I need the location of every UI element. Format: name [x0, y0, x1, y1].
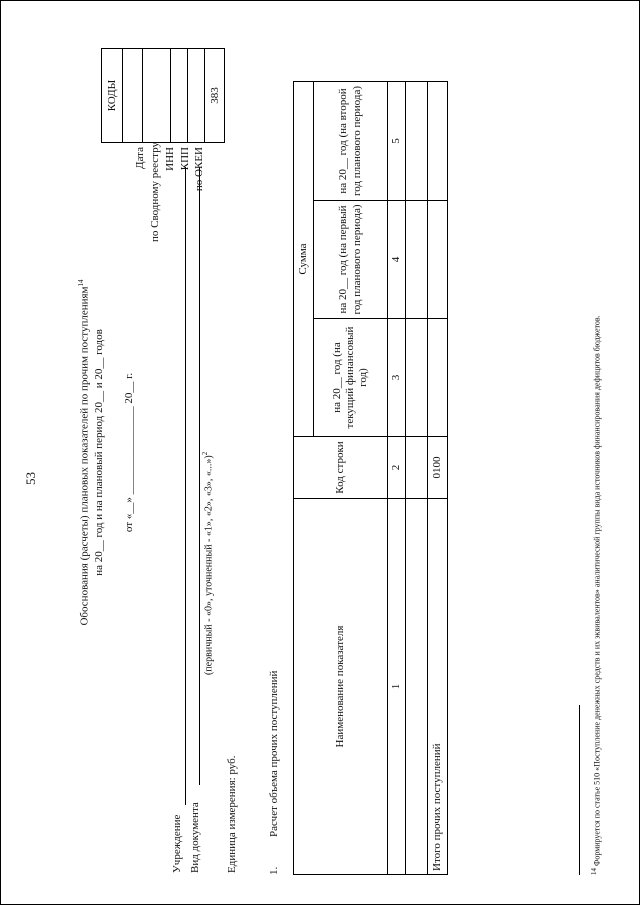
code-label-registry: по Сводному реестру [148, 142, 161, 242]
header-first-plan-year: на 20__ год (на первый год планового периода) [314, 201, 388, 319]
column-number: 1 [388, 499, 406, 875]
table-row [406, 82, 428, 875]
header-current-year: на 20__ год (на текущий финансовый год) [314, 319, 388, 437]
row-value-first [428, 201, 448, 319]
document-type-hint-mark: 2 [201, 451, 209, 456]
codes-labels [133, 142, 207, 242]
section-number: 1. [268, 866, 280, 875]
document-title-text: Обоснования (расчеты) плановых показателей по прочим поступлениям [78, 286, 91, 626]
other-receipts-table [293, 81, 448, 875]
row-value-current [428, 319, 448, 437]
document-type-hint [201, 452, 214, 675]
row-indicator-name: Итого прочих поступлений [428, 499, 448, 875]
code-label-okei: по ОКЕИ [193, 147, 206, 192]
code-label-date: Дата [134, 147, 146, 169]
header-row-code: Код строки [294, 437, 388, 499]
document-type-fill-line [199, 167, 200, 785]
header-sum: Сумма [294, 82, 314, 437]
column-number: 5 [388, 82, 406, 201]
footnote-mark: 14 [590, 868, 598, 875]
footnote-text: Формируется по статье 510 «Поступление денежных средств и их эквивалентов» аналитической группы вида источников финансирования дефицитов бюджетов. [592, 315, 602, 866]
section-heading [268, 671, 280, 875]
row-value-second [428, 82, 448, 201]
document-date-line: от «__» ________________ 20__ г. [123, 372, 135, 533]
section-title-text: Расчет объема прочих поступлений [268, 670, 280, 837]
row-code [406, 437, 428, 499]
institution-label: Учреждение [171, 814, 183, 873]
row-value-second [406, 82, 428, 201]
row-value-first [406, 201, 428, 319]
document-title [77, 0, 91, 905]
document-period: на 20__ год и на плановый период 20__ и 20__ годов [93, 329, 105, 576]
code-label-kpp: КПП [178, 147, 191, 171]
column-number: 4 [388, 201, 406, 319]
header-second-plan-year: на 20__ год (на второй год планового периода) [314, 82, 388, 201]
code-cell-okei: 383 [204, 49, 226, 142]
codes-header: КОДЫ [106, 79, 118, 112]
footnote-separator [579, 705, 580, 875]
code-label-inn: ИНН [163, 147, 176, 171]
code-cell-kpp [187, 49, 205, 142]
total-row [428, 82, 448, 875]
footnote [590, 315, 602, 875]
column-number: 3 [388, 319, 406, 437]
column-number: 2 [388, 437, 406, 499]
code-cell-inn [170, 49, 188, 142]
column-numbers-row [388, 82, 406, 875]
row-indicator-name [406, 499, 428, 875]
row-value-current [406, 319, 428, 437]
institution-fill-line [185, 167, 186, 805]
row-code: 0100 [428, 437, 448, 499]
page-number: 53 [23, 472, 38, 485]
codes-box [101, 48, 225, 143]
code-cell-registry [142, 49, 171, 142]
document-type-hint-text: (первичный - «0», уточненный - «1», «2», «3», «...») [203, 455, 215, 675]
header-indicator-name: Наименование показателя [294, 499, 388, 875]
code-cell-date [122, 49, 143, 142]
unit-of-measure: Единица измерения: руб. [226, 755, 238, 873]
title-footnote-mark: 14 [77, 279, 85, 287]
document-type-label: Вид документа [189, 802, 201, 873]
